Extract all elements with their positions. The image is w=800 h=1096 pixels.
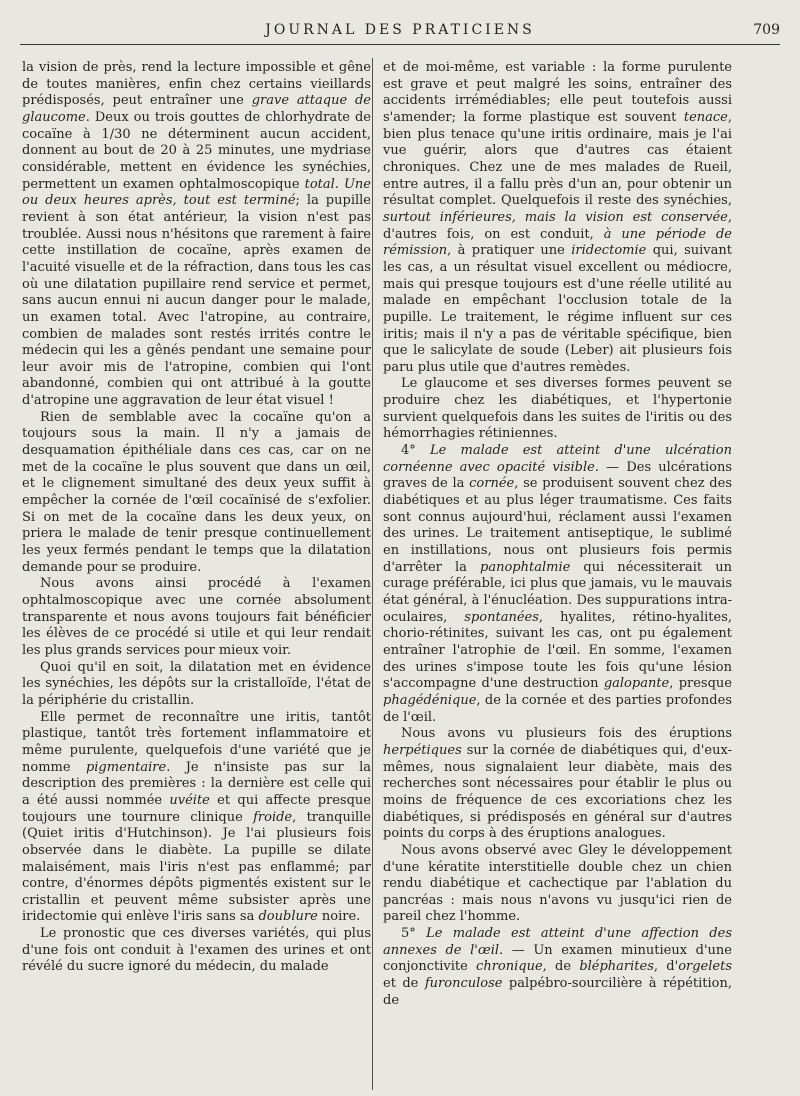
text-run: et de moi-même, est variable : la forme purulente est grave et peut malgré les soins, entraîner des accidents irrémédiables; elle peut toutefois aussi s'amender; la forme plastique est souvent	[383, 60, 732, 125]
header-rule	[20, 44, 780, 45]
italic-text: pigmentaire	[85, 759, 167, 775]
text-run: qui nécessiterait un curage préférable, ici plus que jamais, vu le mauvais état général, à l'énucléation. Des suppurations intra-oculaires,	[383, 559, 732, 625]
italic-text: surtout inférieures, mais la vision est conservée	[383, 209, 728, 225]
text-run: , presque	[669, 676, 732, 692]
text-run: Nous avons ainsi procédé à l'examen ophtalmoscopique avec une cornée absolument transparente et nous avons toujours fait bénéficier les élèves de ce procédé si utile et qui leur rendait les plus grands services pour mieux voir.	[22, 576, 371, 658]
text-run: . Deux ou trois gouttes de chlorhydrate de cocaïne à 1/30 ne déterminent aucun accident, donnent au bout de 20 à 25 minutes, une mydriase considérable, mettent en évidence les synéchies, permettent un examen ophtalmoscopique	[22, 109, 371, 192]
text-run: Le glaucome et ses diverses formes peuvent se produire chez les diabétiques, et l'hypertonie survient quelquefois dans les suites de l'iritis ou des hémorrhagies rétiniennes.	[383, 376, 732, 442]
paragraph	[383, 926, 732, 1009]
italic-text: Le malade est atteint d'une affection des annexes de l'œil	[383, 926, 732, 958]
text-run: , hyalites, rétino-hyalites, chorio-rétinites, suivant les cas, ont pu également entraîner l'atrophie de l'œil. En somme, l'examen des urines s'impose toute les fois qu'une lésion s'accompagne d'une destruction	[383, 609, 732, 692]
left-column	[22, 60, 371, 1090]
text-run: , tranquille (Quiet iritis d'Hutchinson). Je l'ai plusieurs fois observée dans le diabète. La pupille se dilate malaisément, mais l'iris n'est pas enflammé; par contre, d'énormes dépôts pigmentés existent sur le cristallin et peuvent même subsister après une iridectomie qui enlève l'iris sans sa	[22, 809, 371, 925]
paragraph	[383, 443, 732, 726]
text-run: , de la cornée et des parties profondes de l'œil.	[383, 692, 732, 725]
text-run: Elle permet de reconnaître une iritis, tantôt plastique, tantôt très fortement inflammatoire et même purulente, quelquefois d'une variété que je nomme	[22, 709, 371, 775]
text-run: 4°	[401, 443, 430, 459]
continued-paragraph	[22, 60, 371, 410]
text-run: , se produisent souvent chez des diabétiques et au plus léger traumatisme. Ces faits sont connus aujourd'hui, réclament aussi l'examen des urines. Le traitement antiseptique, le sublimé en instillations, nous ont plusieurs fois permis d'arrêter la	[383, 476, 732, 575]
italic-text: chronique	[476, 959, 543, 975]
text-run: . — Un examen minutieux d'une conjonctivite	[383, 942, 732, 975]
text-run: , bien plus tenace qu'une iritis ordinaire, mais je l'ai vue guérir, alors que d'autres cas étaient chroniques. Chez une de mes malades de Rueil, entre autres, il a fallu près d'un an, pour obtenir un résultat complet. Quelquefois il reste des synéchies,	[383, 109, 732, 209]
text-run: ; la pupille revient à son état antérieur, la vision n'est pas troublée. Aussi nous n'hésitons que rarement à faire cette instillation de cocaïne, après examen de l'acuité visuelle et de la réfraction, dans tous les cas où une dilatation pupillaire rend service et permet, sans aucun ennui ni aucun danger pour le malade, un examen total. Avec l'atropine, au contraire, combien de malades sont restés irrités contre le médecin qui les a gênés pendant une semaine pour leur avoir mis de l'atropine, combien qui l'ont abandonné, combien qui ont attribué à la goutte d'atropine une aggravation de leur état visuel !	[22, 193, 371, 409]
italic-text: doublure	[258, 909, 318, 925]
italic-text: uvéite	[169, 792, 210, 808]
text-run: Nous avons observé avec Gley le développement d'une kératite interstitielle double chez un chien rendu diabétique et cachectique par l'ablation du pancréas : mais nous n'avons vu jusqu'ici rien de pareil chez l'homme.	[383, 842, 732, 925]
continued-paragraph	[383, 60, 732, 376]
italic-text: tenace	[683, 109, 728, 125]
paragraph	[22, 660, 371, 710]
text-run: . Je n'insiste pas sur la description des premières : la dernière est celle qui a été aussi nommée	[22, 759, 371, 808]
paragraph	[383, 376, 732, 443]
text-run: la vision de près, rend la lecture impossible et gêne de toutes manières, enfin chez certains vieillards prédisposés, peut entraîner une	[22, 60, 371, 109]
italic-text: orgelets	[678, 959, 732, 975]
text-run: qui, suivant les cas, a un résultat visuel excellent ou médiocre, mais qui presque toujours est d'une réelle utilité au malade en empêchant l'occlusion totale de la pupille. Le traitement, le régime influent sur ces iritis; mais il n'y a pas de véritable spécifique, bien que le salicylate de soude (Leber) ait plusieurs fois paru plus utile que d'autres remèdes.	[383, 243, 732, 375]
italic-text: blépharites	[579, 959, 654, 975]
text-run: , d'autres fois, on est conduit,	[383, 209, 732, 242]
page-number: 709	[753, 22, 780, 38]
italic-text: herpétiques	[383, 742, 462, 758]
running-header	[20, 18, 780, 42]
text-run: , de	[542, 959, 580, 975]
column-divider	[372, 58, 373, 1090]
text-run: et qui affecte presque toujours une tournure clinique	[22, 792, 371, 825]
text-run: noire.	[317, 909, 361, 925]
paragraph	[22, 710, 371, 927]
italic-text: phagédénique	[383, 692, 477, 708]
text-run: Rien de semblable avec la cocaïne qu'on a toujours sous la main. Il n'y a jamais de desquamation épithéliale dans ces cas, car on ne met de la cocaïne le plus souvent que dans un œil, et le clignement simultané des deux yeux suffit à empêcher la cornée de l'œil cocaïnisé de s'exfolier. Si on met de la cocaïne dans les deux yeux, on priera le malade de tenir presque continuellement les yeux fermés pendant le temps que la dilatation demande pour se produire.	[22, 409, 371, 575]
paragraph	[383, 843, 732, 926]
italic-text: furonculose	[424, 976, 503, 992]
italic-text: grave attaque de glaucome	[22, 93, 371, 125]
paragraph	[22, 410, 371, 577]
text-run: sur la cornée de diabétiques qui, d'eux-mêmes, nous signalaient leur diabète, mais des recherches sont nécessaires pour établir le plus ou moins de fréquence de ces excoriations chez les diabétiques, si prédisposés en général sur d'autres points du corps à des éruptions analogues.	[383, 742, 732, 842]
text-run: Le pronostic que ces diverses variétés, qui plus d'une fois ont conduit à l'examen des urines et ont révélé du sucre ignoré du médecin, du malade	[22, 926, 371, 975]
italic-text: spontanées	[464, 609, 539, 625]
paragraph	[383, 726, 732, 843]
text-run: palpébro-sourcilière à répétition, de	[383, 976, 732, 1008]
text-run: , à pratiquer une	[447, 243, 572, 259]
italic-text: Le malade est atteint d'une ulcération cornéenne avec opacité visible	[383, 443, 732, 475]
text-run: . — Des ulcérations graves de la	[383, 459, 732, 492]
italic-text: galopante	[603, 676, 670, 692]
italic-text: panophtalmie	[480, 559, 571, 575]
italic-text: à une période de rémission	[383, 226, 732, 259]
paragraph	[22, 576, 371, 659]
italic-text: froide	[253, 809, 293, 825]
paragraph	[22, 926, 371, 976]
text-run: Nous avons vu plusieurs fois des éruptions	[401, 726, 732, 742]
journal-title: JOURNAL DES PRATICIENS	[265, 22, 535, 38]
text-run: 5°	[401, 926, 427, 942]
italic-text: iridectomie	[571, 243, 647, 259]
right-column	[383, 60, 732, 1090]
text-run: , d'	[653, 959, 679, 975]
italic-text: total. Une ou deux heures après, tout est terminé	[22, 176, 371, 209]
italic-text: cornée	[469, 476, 515, 492]
text-run: Quoi qu'il en soit, la dilatation met en évidence les synéchies, les dépôts sur la cristalloïde, l'état de la périphérie du cristallin.	[22, 659, 371, 708]
text-run: et de	[383, 976, 425, 992]
